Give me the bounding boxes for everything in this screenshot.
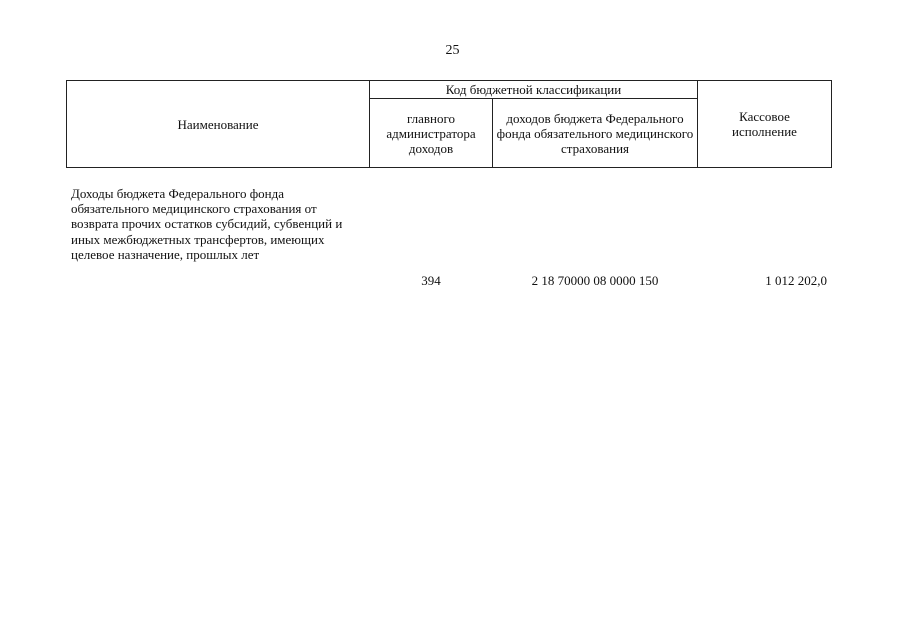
row-name: Доходы бюджета Федерального фонда обязательного медицинского страхования от возврата прочих остатков субсидий, субвенций и иных межбюджетных трансфертов, имеющих целевое назначение, прошлых лет	[71, 186, 343, 262]
header-budget-revenue-label: доходов бюджета Федерального фонда обязательного медицинского страхования	[496, 110, 694, 156]
header-budget-revenue	[492, 98, 698, 168]
header-main-administrator-label: главного администратора доходов	[386, 110, 476, 156]
header-cash-execution	[697, 80, 832, 168]
page-number: 25	[445, 43, 460, 58]
header-budget-code-group-label: Код бюджетной классификации	[445, 82, 622, 97]
header-main-administrator	[369, 98, 493, 168]
row-amount: 1 012 202,0	[765, 273, 827, 288]
row-administrator-code: 394	[421, 273, 441, 288]
header-name	[66, 80, 370, 168]
header-name-label: Наименование	[177, 116, 259, 132]
header-bottom-rule	[66, 167, 832, 168]
header-cash-execution-label: Кассовое исполнение	[732, 109, 797, 139]
row-revenue-code: 2 18 70000 08 0000 150	[531, 273, 659, 288]
header-budget-code-group	[369, 80, 698, 99]
